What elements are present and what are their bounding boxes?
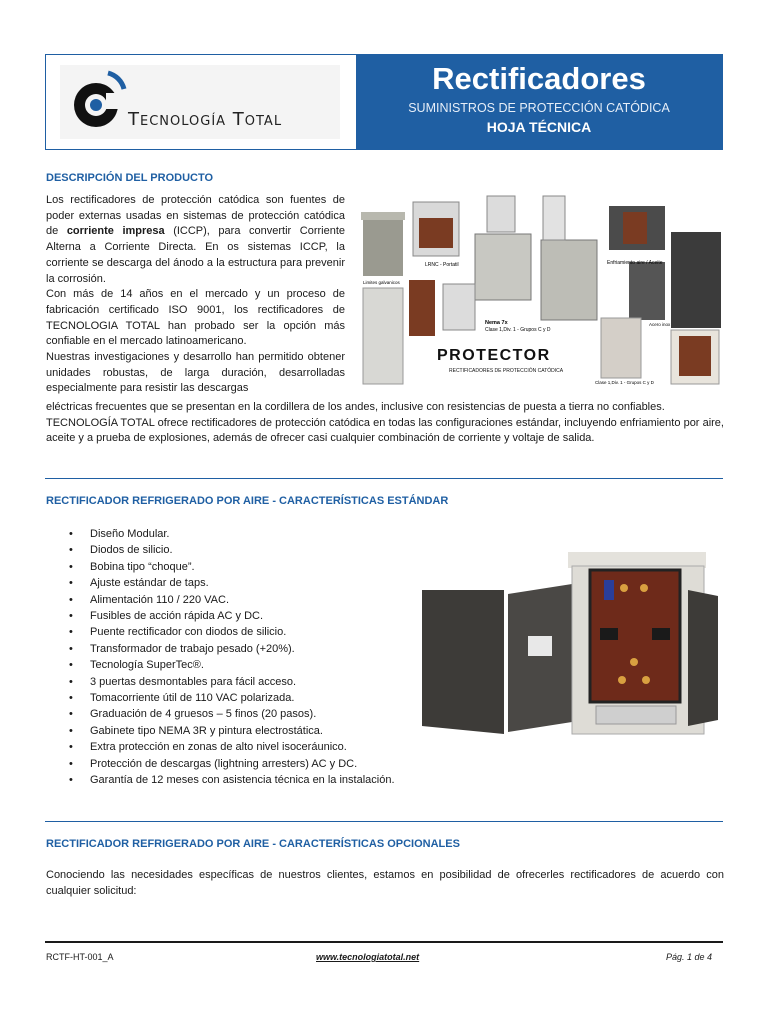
protector-brand: PROTECTOR: [437, 347, 551, 364]
website-link[interactable]: www.tecnologiatotal.net: [316, 952, 420, 962]
protector-tagline: RECTIFICADORES DE PROTECCIÓN CATÓDICA: [449, 368, 564, 374]
list-item: • Tomacorriente útil de 110 VAC polarizada.: [90, 690, 395, 706]
collage-label-1: LRNC - Portatil: [425, 262, 459, 268]
list-item: • Diseño Modular.: [90, 526, 395, 542]
p1-text-bold: corriente impresa: [66, 225, 165, 238]
description-continued: [46, 400, 724, 447]
document-type: HOJA TÉCNICA: [486, 119, 592, 135]
list-item: • Protección de descargas (lightning arresters) AC y DC.: [90, 756, 395, 772]
optional-features-heading: RECTIFICADOR REFRIGERADO POR AIRE - CARACTERÍSTICAS OPCIONALES: [46, 838, 460, 850]
collage-label-6: Acero inox: [649, 322, 671, 327]
description-intro: [46, 193, 345, 397]
list-item: • Garantía de 12 meses con asistencia técnica en la instalación.: [90, 772, 395, 788]
air-cooled-rectifier-photo: [418, 544, 724, 740]
logo-area: [46, 55, 356, 149]
list-item: • Alimentación 110 / 220 VAC.: [90, 592, 395, 608]
document-header: [45, 54, 723, 150]
list-item: • Bobina tipo “choque”.: [90, 559, 395, 575]
collage-label-2: Enfriamiento aire / Aceite: [607, 260, 663, 266]
page-number: Pág. 1 de 4: [665, 952, 712, 962]
collage-label-7: Clase 1,Div. 1 - Grupos C y D: [595, 380, 654, 385]
logo-text: Tecnología Total: [128, 109, 283, 130]
list-item: • Transformador de trabajo pesado (+20%).: [90, 641, 395, 657]
document-code: RCTF-HT-001_A: [46, 952, 114, 962]
product-collage-photo: [355, 192, 725, 390]
logo-mark-icon: [68, 67, 128, 137]
collage-label-3: Limites galvanicos: [363, 280, 400, 285]
cabinet-explosion-proof: [541, 240, 597, 320]
cabinet-galvanized: [363, 218, 403, 276]
list-item: • Graduación de 4 gruesos – 5 finos (20 pasos).: [90, 706, 395, 722]
section-divider-1: [45, 478, 723, 479]
p1-text-a: Los rectificadores de protección catódica son fuentes de poder externas usadas en sistemas de protección catódica de: [46, 194, 345, 238]
list-item: • Puente rectificador con diodos de silicio.: [90, 624, 395, 640]
cabinet-grey-tall: [363, 288, 403, 384]
optional-features-text: Conociendo las necesidades específicas de nuestros clientes, estamos en posibilidad de ofrecerles rectificadores de acuerdo con cualquier solicitud:: [46, 869, 724, 897]
standard-features-heading: RECTIFICADOR REFRIGERADO POR AIRE - CARACTERÍSTICAS ESTÁNDAR: [46, 495, 449, 507]
list-item: • Ajuste estándar de taps.: [90, 575, 395, 591]
cabinet-stainless: [671, 232, 721, 328]
description-paragraph-3: Nuestras investigaciones y desarrollo han permitido obtener unidades robustas, de larga duración, desarrolladas especialmente para resistir las descargas: [46, 351, 345, 395]
p1-text-b: (ICCP), para convertir Corriente Alterna a Corriente Directa. En os sistemas ICCP, la corriente se descarga del ánodo a la estructura para prevenir la corrosión.: [46, 225, 345, 285]
list-item: • Diodos de silicio.: [90, 542, 395, 558]
cabinet-nema7: [475, 234, 531, 300]
section-divider-2: [45, 821, 723, 822]
list-item: • 3 puertas desmontables para fácil acceso.: [90, 674, 395, 690]
list-item: • Extra protección en zonas de alto nivel isoceráunico.: [90, 739, 395, 755]
standard-features-list: [52, 526, 395, 789]
description-paragraph-2: Con más de 14 años en el mercado y un proceso de fabricación certificado ISO 9001, los rectificadores de TECNOLOGIA TOTAL han probado ser la opción más confiable en el mercado latinoamericano.: [46, 288, 345, 348]
title-banner: [356, 55, 722, 149]
page-subtitle: SUMINISTROS DE PROTECCIÓN CATÓDICA: [408, 101, 670, 115]
list-item: • Tecnología SuperTec®.: [90, 657, 395, 673]
footer-rule: [45, 941, 723, 943]
description-paragraph-3-cont: eléctricas frecuentes que se presentan en la cordillera de los andes, inclusive con resistencias de puesta a tierra no confiables.: [46, 401, 665, 413]
page-title: Rectificadores: [432, 61, 646, 96]
list-item: • Gabinete tipo NEMA 3R y pintura electrostática.: [90, 723, 395, 739]
description-heading: DESCRIPCIÓN DEL PRODUCTO: [46, 172, 214, 184]
description-paragraph-1: [46, 193, 345, 287]
description-paragraph-4: TECNOLOGÍA TOTAL ofrece rectificadores de protección catódica en todas las configuraciones estándar, incluyendo enfriamiento por aire, aceite y a prueba de explosiones, además de ofrecer casi cualquier combinación de corriente y voltaje de salida.: [46, 416, 724, 445]
collage-label-5: Clase 1,Div. 1 - Grupos C y D: [485, 327, 551, 333]
collage-label-4: Nema 7x: [485, 320, 508, 326]
company-logo: [60, 65, 340, 139]
list-item: • Fusibles de acción rápida AC y DC.: [90, 608, 395, 624]
